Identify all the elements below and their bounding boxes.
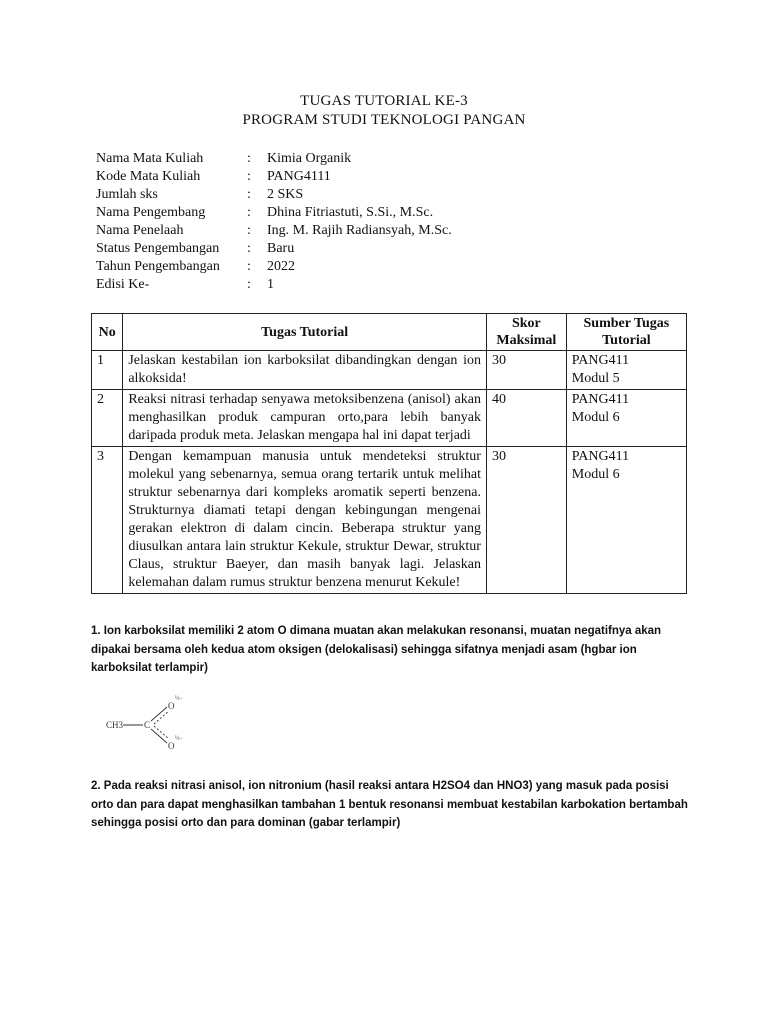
document-title: TUGAS TUTORIAL KE-3 [300,93,468,109]
cell-task: Dengan kemampuan manusia untuk mendeteksi struktur molekul yang sebenarnya, semua orang tertarik untuk melihat struktur sebenarnya dari kompleks aromatik seperti benzena. Strukturnya diamati tetapi dengan kebingungan mengenai gerakan elektron di dalam cincin. Beberapa struktur yang diusulkan antara lain struktur Kekule, struktur Dewar, struktur Claus, struktur Baeyer, dan masih banyak lagi. Jelaskan kelemahan dalam rumus struktur benzena menurut Kekule! [123,447,487,594]
cell-task: Reaksi nitrasi terhadap senyawa metoksibenzena (anisol) akan menghasilkan produk campuran orto,para lebih banyak daripada produk meta. Jelaskan mengapa hal ini dapat terjadi [123,390,487,447]
info-value: Kimia Organik [267,151,352,166]
info-label: Status Pengembangan [96,241,220,256]
carbon-label: C [144,720,151,730]
info-label: Nama Mata Kuliah [96,151,204,166]
program-title: PROGRAM STUDI TEKNOLOGI PANGAN [242,112,526,128]
table-row [92,351,687,390]
source-module: Modul 6 [571,410,620,425]
info-label: Kode Mata Kuliah [96,169,201,184]
info-colon: : [247,169,251,184]
source-code: PANG411 [571,353,630,368]
cell-task: Jelaskan kestabilan ion karboksilat dibandingkan dengan ion alkoksida! [123,351,487,390]
header-score-line: Maksimal [496,333,557,348]
info-label: Edisi Ke- [96,277,150,292]
header-source-line: Sumber Tugas [583,316,670,331]
source-module: Modul 6 [571,467,620,482]
header-source-line: Tutorial [602,333,651,348]
answer-2: 2. Pada reaksi nitrasi anisol, ion nitronium (hasil reaksi antara H2SO4 dan HNO3) yang masuk pada posisi orto dan para dapat menghasilkan tambahan 1 bentuk resonansi membuat kestabilan karbokation bertambah sehingga posisi orto dan para dominan (gabar terlampir) [91,780,688,829]
info-value: Baru [267,241,295,256]
info-colon: : [247,187,251,202]
cell-source [566,390,686,447]
source-module: Modul 5 [571,371,620,386]
info-colon: : [247,151,251,166]
source-code: PANG411 [571,392,630,407]
info-value: 1 [267,277,274,292]
header-no: No [92,314,123,351]
table-row [92,390,687,447]
table-header-row [92,314,687,351]
methyl-group-label: CH3 [106,720,124,730]
info-colon: : [247,223,251,238]
bond-c-o-top [151,707,167,721]
table-row [92,447,687,594]
header-score-line: Skor [511,316,541,331]
cell-no: 2 [92,390,123,447]
info-label: Nama Pengembang [96,205,206,220]
cell-no: 3 [92,447,123,594]
header-task: Tugas Tutorial [123,314,487,351]
partial-bond-top [154,711,169,724]
oxygen-bottom-label: O [168,741,175,751]
cell-source [566,447,686,594]
info-colon: : [247,205,251,220]
answer-1: 1. Ion karboksilat memiliki 2 atom O dimana muatan akan melakukan resonansi, muatan negatifnya akan dipakai bersama oleh kedua atom oksigen (delokalisasi) sehingga sifatnya menjadi asam (hgbar ion karboksilat terlampir) [91,625,662,674]
info-label: Jumlah sks [96,187,158,202]
tutorial-task-table [91,313,687,594]
cell-score: 30 [486,447,566,594]
charge-bottom: ½− [175,736,183,742]
info-label: Tahun Pengembangan [96,259,220,274]
info-colon: : [247,259,251,274]
cell-score: 40 [486,390,566,447]
info-value: Dhina Fitriastuti, S.Si., M.Sc. [267,205,434,220]
bond-c-o-bottom [151,729,167,743]
source-code: PANG411 [571,449,630,464]
carboxylate-ion-figure [98,687,193,757]
info-value: 2 SKS [267,187,304,202]
info-value: PANG4111 [267,169,331,184]
info-colon: : [247,277,251,292]
charge-top: ½− [175,696,183,702]
info-label: Nama Penelaah [96,223,184,238]
info-colon: : [247,241,251,256]
info-value: 2022 [267,259,295,274]
header-source [566,314,686,351]
cell-source [566,351,686,390]
cell-score: 30 [486,351,566,390]
oxygen-top-label: O [168,701,175,711]
info-value: Ing. M. Rajih Radiansyah, M.Sc. [267,223,452,238]
cell-no: 1 [92,351,123,390]
header-score [486,314,566,351]
partial-bond-bottom [154,726,169,739]
